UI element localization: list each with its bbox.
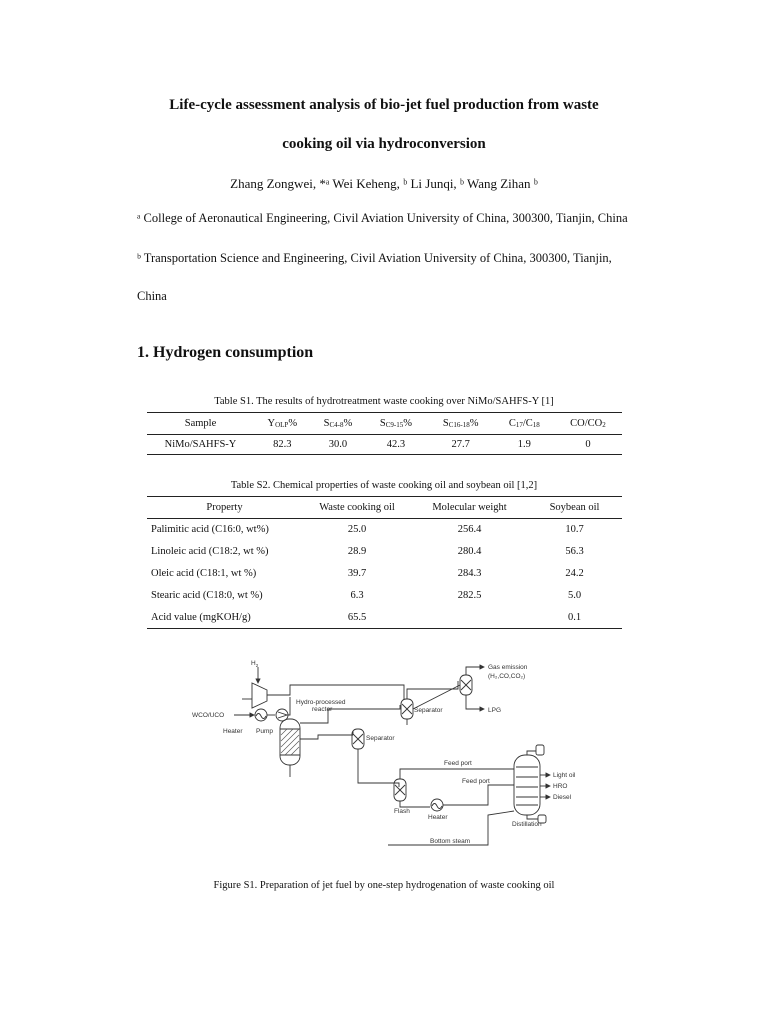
table-cell: 65.5 [347, 611, 367, 623]
label-bottom-steam: Bottom steam [430, 838, 471, 845]
table-cell: Acid value (mgKOH/g) [151, 611, 251, 623]
table-cell: 5.0 [567, 590, 582, 601]
distillation-column-icon [514, 755, 540, 815]
table-cell: 256.4 [457, 524, 482, 536]
process-flow-diagram [188, 655, 588, 850]
paper-title-line1: Life-cycle assessment analysis of bio-jet fuel production from waste [169, 97, 599, 113]
paper-title-line2: cooking oil via hydroconversion [282, 136, 486, 152]
table-row [147, 519, 622, 541]
col-header-mw: Molecular weight [432, 502, 507, 513]
label-h2: $H_2$ [251, 660, 259, 668]
table-cell: 27.7 [451, 439, 470, 450]
col-header-sample: Sample [184, 418, 217, 429]
table-cell: 25.0 [347, 524, 367, 536]
label-pump: Pump [256, 728, 273, 735]
table-cell: 280.4 [457, 546, 482, 557]
label-separator2: Separator [366, 735, 395, 742]
c48-sub: C4-8 [329, 421, 344, 429]
compressor-icon [252, 683, 267, 708]
table-header-row [147, 413, 622, 435]
table-s2 [147, 496, 622, 629]
table-cell: 42.3 [386, 439, 406, 450]
flash-drum-icon [394, 779, 406, 801]
c48-main: S [323, 418, 330, 429]
table-cell: 82.3 [273, 439, 292, 450]
table-s1 [147, 412, 622, 455]
table-cell: Stearic acid (C18:0, wt %) [151, 590, 263, 601]
table-cell: 0 [585, 439, 591, 450]
catalyst-bed [281, 729, 299, 755]
col-header-wco: Waste cooking oil [319, 502, 395, 513]
col-header-property: Property [206, 502, 243, 513]
affiliation-b-line2: China [137, 289, 167, 303]
yolp-tail: % [288, 418, 298, 429]
author-list: Zhang Zongwei, *ᵃ Wei Keheng, ᵇ Li Junqi, ᵇ Wang Zihan ᵇ [230, 176, 538, 191]
label-light-oil: Light oil [553, 772, 576, 779]
affiliation-a: ᵃ College of Aeronautical Engineering, Civil Aviation University of China, 300300, Tianjin, China [137, 211, 628, 225]
c17-main: C [508, 418, 516, 429]
c1618-main: S [442, 418, 449, 429]
reactor-icon [280, 719, 300, 777]
col-header-co [554, 413, 622, 435]
separator-icon [352, 729, 364, 749]
col-header-c17c18 [495, 413, 554, 435]
co-sub: 2 [602, 421, 606, 429]
heater-icon [255, 709, 267, 721]
section-heading: 1. Hydrogen consumption [137, 344, 314, 361]
co-main: CO/CO [570, 418, 603, 429]
table-row [147, 585, 622, 607]
c48-tail: % [343, 418, 353, 429]
separator-icon [460, 675, 472, 695]
table-row [147, 607, 622, 629]
table-cell: 56.3 [565, 546, 584, 557]
label-separator1: Separator [414, 707, 443, 714]
c17-sub: 17 [515, 421, 523, 429]
c915-main: S [379, 418, 386, 429]
label-distillation: Distillation [512, 821, 542, 828]
table-header-row [147, 497, 622, 519]
table-cell: NiMo/SAHFS-Y [164, 439, 237, 450]
table2-caption: Table S2. Chemical properties of waste cooking oil and soybean oil [1,2] [230, 480, 538, 491]
table-cell [412, 607, 527, 629]
table-cell: 28.9 [347, 546, 367, 557]
col-header-c48 [311, 413, 366, 435]
label-heater1: Heater [223, 728, 243, 735]
label-gas-emission: Gas emission [488, 664, 528, 671]
table-cell: Linoleic acid (C18:2, wt %) [151, 546, 269, 557]
label-diesel: Diesel [553, 794, 572, 801]
separator-icon [401, 699, 413, 719]
heater-icon [431, 799, 443, 811]
table-cell: 24.2 [565, 568, 584, 579]
label-wco: WCO/UCO [192, 712, 225, 719]
table-cell: 10.7 [565, 524, 584, 536]
c915-sub: C9-15 [385, 421, 404, 429]
table-cell: 30.0 [328, 439, 348, 450]
yolp-sub: OLP [275, 421, 289, 429]
col-header-soybean: Soybean oil [549, 502, 600, 513]
label-lpg: LPG [488, 707, 502, 714]
c17-mid: /C [522, 418, 533, 429]
c1618-sub: C16-18 [448, 421, 470, 429]
table-cell: 0.1 [567, 611, 582, 623]
table-cell: 1.9 [517, 439, 531, 450]
table-row [147, 563, 622, 585]
table-cell: Oleic acid (C18:1, wt %) [151, 568, 257, 579]
table-row [147, 541, 622, 563]
affiliation-b-line1: ᵇ Transportation Science and Engineering, Civil Aviation University of China, 300300, Tianjin, [137, 251, 612, 265]
table1-caption: Table S1. The results of hydrotreatment waste cooking over NiMo/SAHFS-Y [1] [214, 396, 554, 407]
yolp-main: Y [267, 418, 276, 429]
label-feed-port1: Feed port [444, 760, 472, 767]
label-flash: Flash [394, 808, 410, 815]
figure-caption: Figure S1. Preparation of jet fuel by one-step hydrogenation of waste cooking oil [213, 880, 555, 891]
label-heater2: Heater [428, 814, 448, 821]
c17-sub2: 18 [532, 421, 540, 429]
table-cell: 39.7 [347, 568, 367, 579]
label-hro: HRO [553, 783, 568, 790]
col-header-c1618 [427, 413, 495, 435]
c915-tail: % [403, 418, 412, 429]
label-gas-species: (H₂,CO,CO₂) [488, 673, 526, 680]
table-row [147, 435, 622, 455]
c1618-tail: % [469, 418, 479, 429]
table-cell: 6.3 [350, 590, 364, 601]
table-cell: 284.3 [457, 568, 482, 579]
col-header-c915 [365, 413, 426, 435]
label-feed-port2: Feed port [462, 778, 490, 785]
label-reactor-line2: reactor [312, 706, 333, 713]
col-header-yolp [254, 413, 311, 435]
table-cell: 282.5 [457, 590, 482, 601]
table-cell: Palimitic acid (C16:0, wt%) [151, 524, 269, 536]
label-reactor-line1: Hydro-processed [296, 699, 346, 706]
